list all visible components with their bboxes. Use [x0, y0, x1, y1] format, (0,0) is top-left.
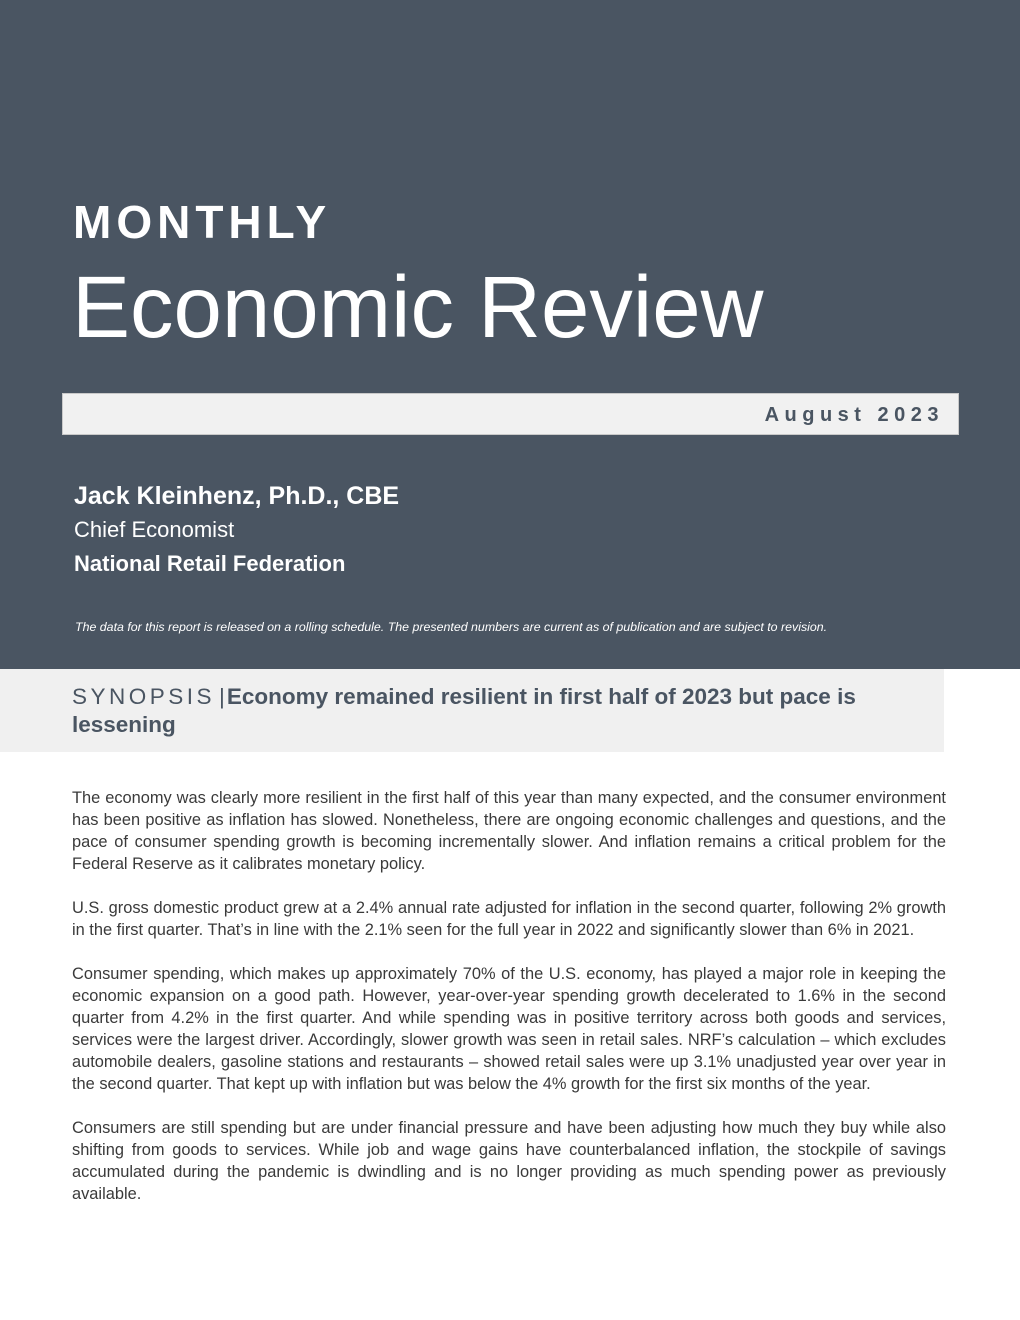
article-body — [72, 787, 946, 1227]
synopsis-label: SYNOPSIS — [72, 684, 216, 709]
author-name: Jack Kleinhenz, Ph.D., CBE — [74, 482, 400, 510]
synopsis-separator: | — [219, 684, 225, 709]
data-disclaimer: The data for this report is released on a rolling schedule. The presented numbers are current as of publication and are subject to revision. — [75, 620, 828, 634]
report-date: August 2023 — [764, 404, 944, 426]
body-paragraph: The economy was clearly more resilient in the first half of this year than many expected, and the consumer environment has been positive as inflation has slowed. Nonetheless, there are ongoing economic challenges and questions, and the pace of consumer spending growth is becoming incrementally slower. And inflation remains a critical problem for the Federal Reserve as it calibrates monetary policy. — [72, 789, 946, 873]
report-title: Economic Review — [72, 259, 764, 356]
date-bar — [62, 393, 959, 435]
synopsis-heading — [72, 683, 922, 739]
synopsis-headline: Economy remained resilient in first half of 2023 but pace is lessening — [72, 684, 856, 737]
body-paragraph: Consumer spending, which makes up approximately 70% of the U.S. economy, has played a major role in keeping the economic expansion on a good path. However, year-over-year spending growth decelerated to 1.6% in the second quarter from 4.2% in the first quarter. And while spending was in positive territory across both goods and services, services were the largest driver. Accordingly, slower growth was seen in retail sales. NRF’s calculation – which excludes automobile dealers, gasoline stations and restaurants – showed retail sales were up 3.1% unadjusted year over year in the second quarter. That kept up with inflation but was below the 4% growth for the first six months of the year. — [72, 965, 946, 1093]
body-paragraph: Consumers are still spending but are under financial pressure and have been adjusting how much they buy while also shifting from goods to services. While job and wage gains have counterbalanced inflation, the stockpile of savings accumulated during the pandemic is dwindling and is no longer providing as much spending power as previously available. — [72, 1119, 946, 1203]
body-paragraph: U.S. gross domestic product grew at a 2.4% annual rate adjusted for inflation in the second quarter, following 2% growth in the first quarter. That’s in line with the 2.1% seen for the full year in 2022 and significantly slower than 6% in 2021. — [72, 899, 946, 939]
synopsis-bar — [0, 669, 944, 752]
report-kicker: MONTHLY — [73, 196, 332, 248]
author-organization: National Retail Federation — [74, 551, 346, 576]
author-role: Chief Economist — [74, 517, 235, 542]
